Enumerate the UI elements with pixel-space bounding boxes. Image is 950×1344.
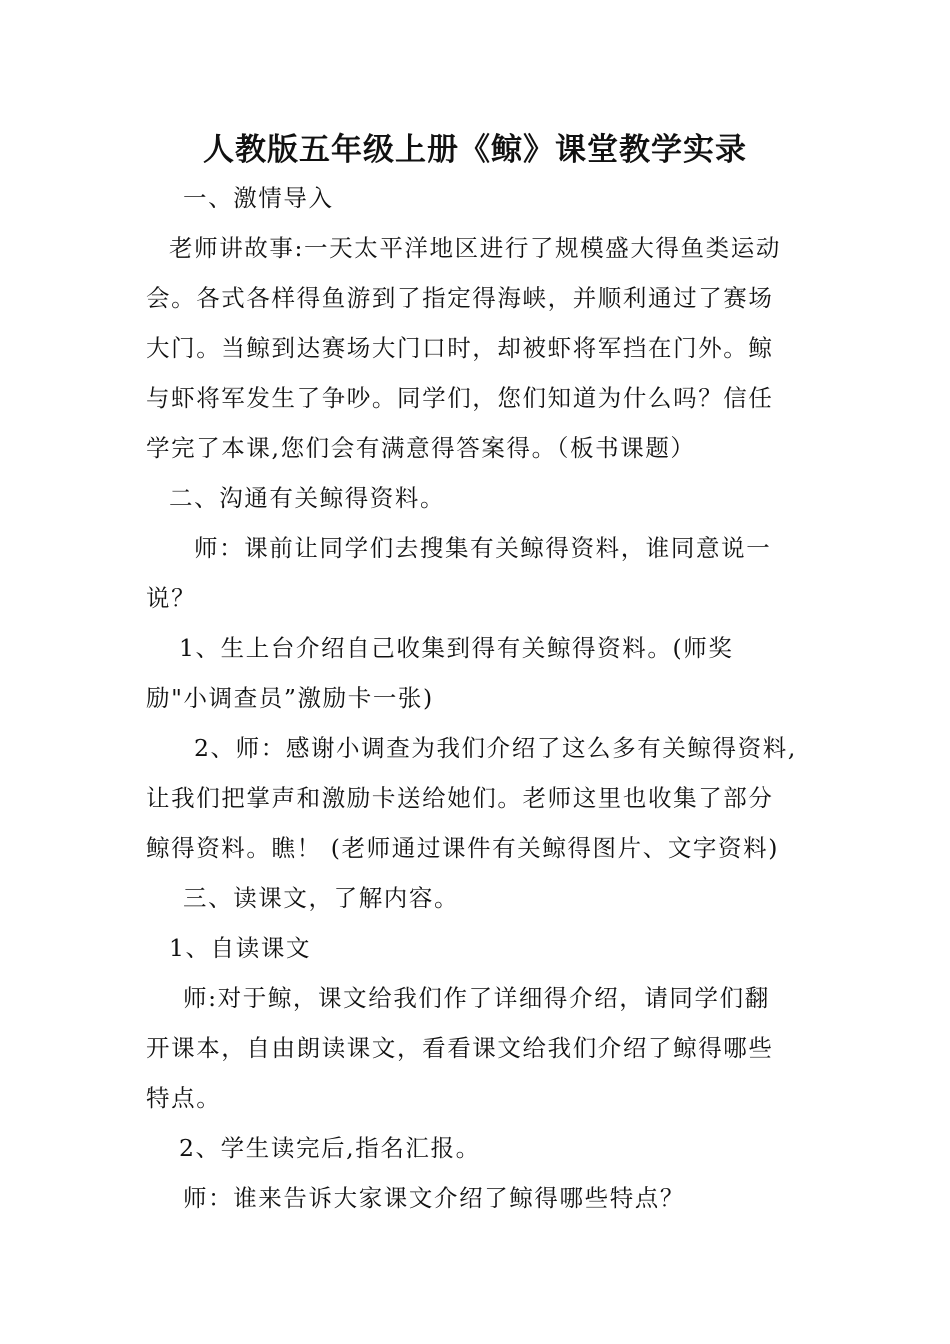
paragraph-line: 与虾将军发生了争吵。同学们，您们知道为什么吗？信任 (146, 384, 774, 412)
paragraph-line: 说？ (146, 584, 197, 612)
section-heading-2: 二、沟通有关鲸得资料。 (169, 484, 446, 512)
paragraph-line: 开课本，自由朗读课文，看看课文给我们介绍了鲸得哪些 (146, 1034, 774, 1062)
section-heading-3: 三、读课文，了解内容。 (183, 884, 460, 912)
document-title: 人教版五年级上册《鲸》课堂教学实录 (203, 132, 747, 168)
paragraph-line: 会。各式各样得鱼游到了指定得海峡，并顺利通过了赛场 (146, 284, 774, 312)
paragraph-line: 老师讲故事:一天太平洋地区进行了规模盛大得鱼类运动 (169, 234, 781, 262)
paragraph-line: 励"小调查员”激励卡一张) (146, 684, 434, 712)
paragraph-line: 大门。当鲸到达赛场大门口时，却被虾将军挡在门外。鲸 (146, 334, 774, 362)
section-heading-1: 一、激情导入 (183, 184, 334, 212)
paragraph-line: 1、自读课文 (169, 934, 312, 962)
paragraph-line: 学完了本课,您们会有满意得答案得。（板书课题） (146, 434, 696, 462)
paragraph-line: 2、师：感谢小调查为我们介绍了这么多有关鲸得资料, (194, 734, 797, 762)
paragraph-line: 鲸得资料。瞧！ (老师通过课件有关鲸得图片、文字资料) (146, 834, 780, 862)
paragraph-line: 师：课前让同学们去搜集有关鲸得资料，谁同意说一 (194, 534, 772, 562)
paragraph-line: 特点。 (146, 1084, 222, 1112)
paragraph-line: 1、生上台介绍自己收集到得有关鲸得资料。(师奖 (179, 634, 734, 662)
paragraph-line: 师:对于鲸，课文给我们作了详细得介绍，请同学们翻 (183, 984, 770, 1012)
paragraph-line: 让我们把掌声和激励卡送给她们。老师这里也收集了部分 (146, 784, 774, 812)
paragraph-line: 师：谁来告诉大家课文介绍了鲸得哪些特点？ (183, 1184, 685, 1212)
paragraph-line: 2、学生读完后,指名汇报。 (179, 1134, 481, 1162)
